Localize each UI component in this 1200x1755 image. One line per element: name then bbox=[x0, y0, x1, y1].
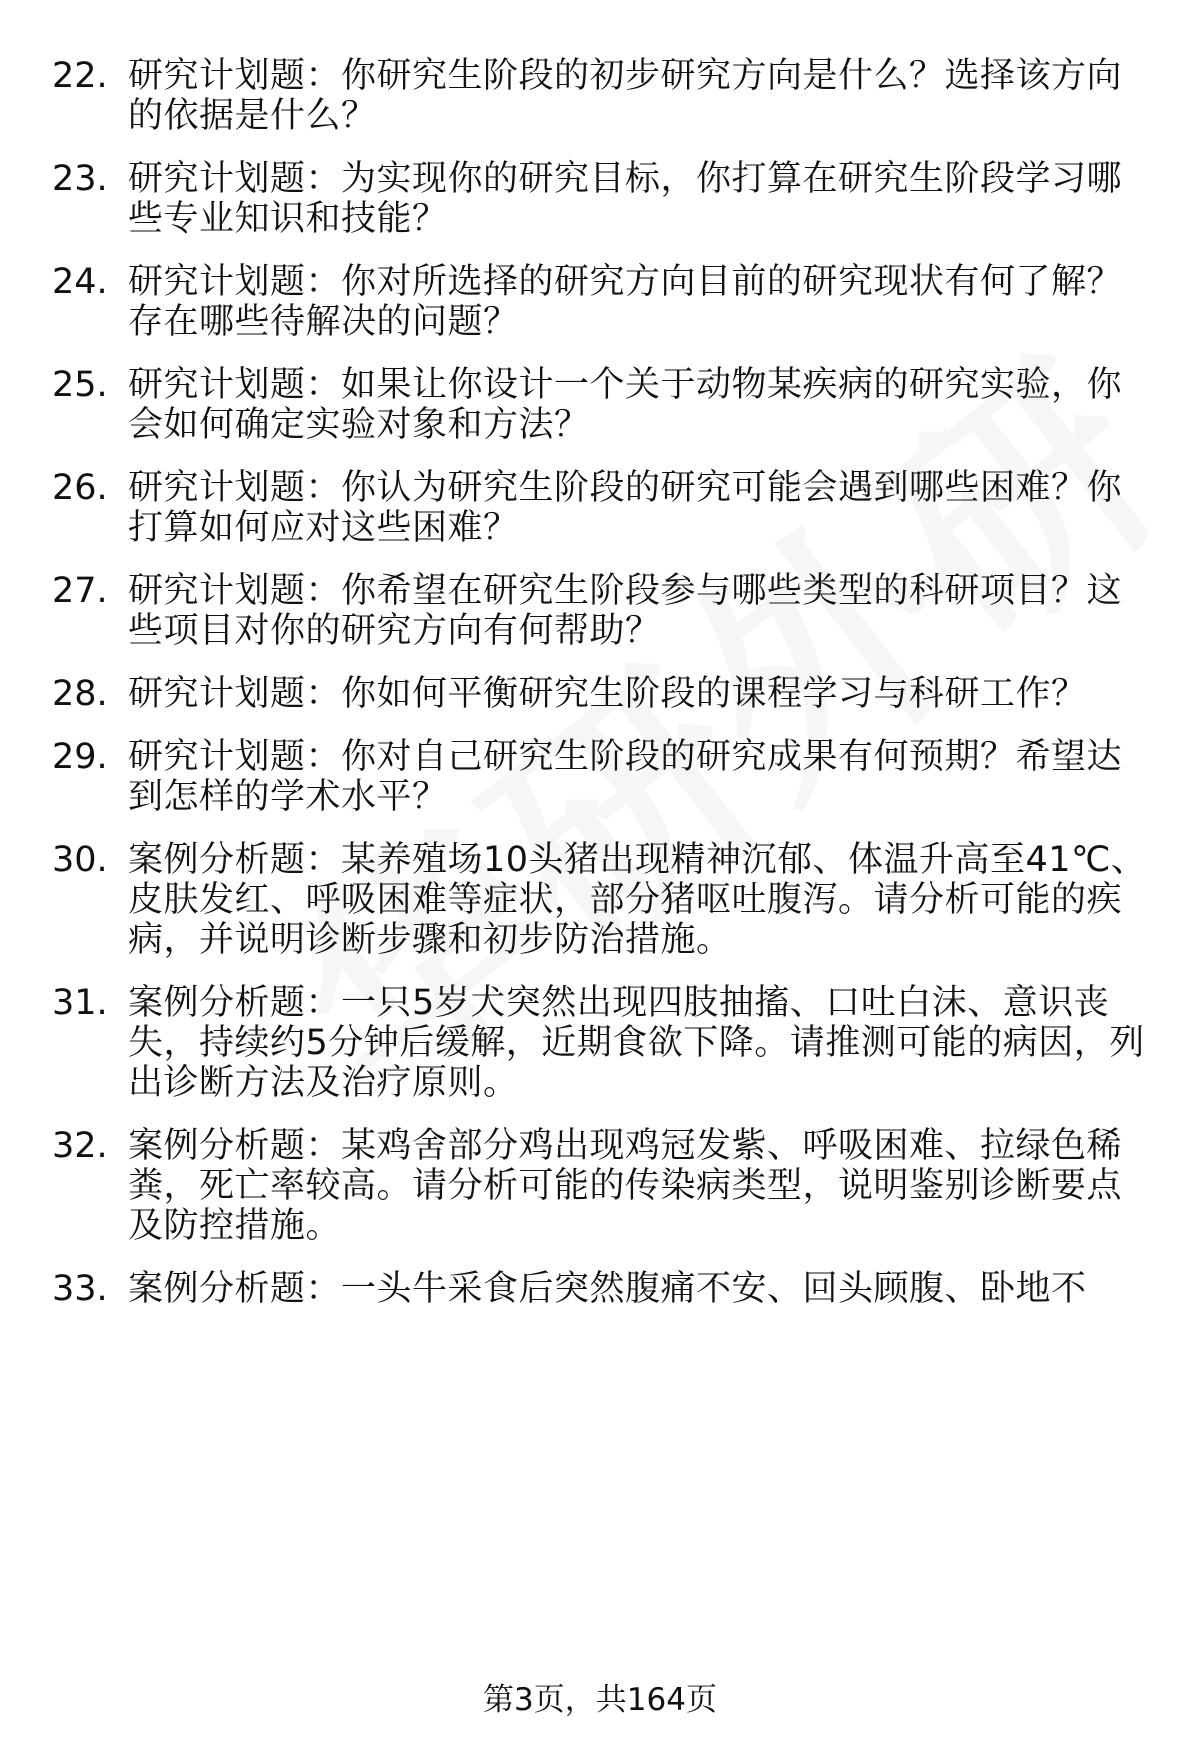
question-text: 研究计划题：为实现你的研究目标，你打算在研究生阶段学习哪些专业知识和技能？ bbox=[128, 159, 1123, 239]
question-text: 研究计划题：你如何平衡研究生阶段的课程学习与科研工作？ bbox=[128, 674, 1087, 714]
question-number: 31. bbox=[52, 983, 108, 1023]
question-item bbox=[52, 365, 1152, 445]
question-item bbox=[52, 983, 1152, 1103]
question-number: 30. bbox=[52, 840, 108, 880]
question-number: 27. bbox=[52, 571, 108, 611]
page-number-footer: 第3页，共164页 bbox=[483, 1682, 717, 1718]
question-item bbox=[52, 262, 1152, 342]
question-text: 研究计划题：如果让你设计一个关于动物某疾病的研究实验，你会如何确定实验对象和方法？ bbox=[128, 365, 1123, 445]
question-number: 33. bbox=[52, 1269, 108, 1309]
question-item bbox=[52, 159, 1152, 239]
question-number: 26. bbox=[52, 468, 108, 508]
question-item bbox=[52, 56, 1152, 136]
question-item bbox=[52, 737, 1152, 817]
question-number: 23. bbox=[52, 159, 108, 199]
question-text: 案例分析题：某鸡舍部分鸡出现鸡冠发紫、呼吸困难、拉绿色稀粪，死亡率较高。请分析可能的传染病类型，说明鉴别诊断要点及防控措施。 bbox=[128, 1126, 1123, 1246]
question-item bbox=[52, 1126, 1152, 1246]
question-number: 25. bbox=[52, 365, 108, 405]
question-text: 研究计划题：你希望在研究生阶段参与哪些类型的科研项目？这些项目对你的研究方向有何帮助？ bbox=[128, 571, 1123, 651]
question-number: 32. bbox=[52, 1126, 108, 1166]
question-text: 研究计划题：你认为研究生阶段的研究可能会遇到哪些困难？你打算如何应对这些困难？ bbox=[128, 468, 1123, 548]
question-text: 研究计划题：你对所选择的研究方向目前的研究现状有何了解？存在哪些待解决的问题？ bbox=[128, 262, 1123, 342]
question-text: 案例分析题：一头牛采食后突然腹痛不安、回头顾腹、卧地不 bbox=[128, 1269, 1087, 1309]
question-number: 29. bbox=[52, 737, 108, 777]
question-item bbox=[52, 674, 1152, 714]
question-text: 案例分析题：一只5岁犬突然出现四肢抽搐、口吐白沫、意识丧失，持续约5分钟后缓解，近期食欲下降。请推测可能的病因，列出诊断方法及治疗原则。 bbox=[128, 983, 1145, 1103]
question-number: 24. bbox=[52, 262, 108, 302]
question-item bbox=[52, 1269, 1152, 1309]
question-text: 研究计划题：你研究生阶段的初步研究方向是什么？选择该方向的依据是什么？ bbox=[128, 56, 1123, 136]
question-text: 案例分析题：某养殖场10头猪出现精神沉郁、体温升高至41℃、皮肤发红、呼吸困难等症状，部分猪呕吐腹泻。请分析可能的疾病，并说明诊断步骤和初步防治措施。 bbox=[128, 840, 1147, 960]
question-list bbox=[52, 56, 1152, 1332]
question-number: 28. bbox=[52, 674, 108, 714]
question-item bbox=[52, 840, 1152, 960]
question-item bbox=[52, 468, 1152, 548]
question-item bbox=[52, 571, 1152, 651]
question-text: 研究计划题：你对自己研究生阶段的研究成果有何预期？希望达到怎样的学术水平？ bbox=[128, 737, 1123, 817]
question-number: 22. bbox=[52, 56, 108, 96]
